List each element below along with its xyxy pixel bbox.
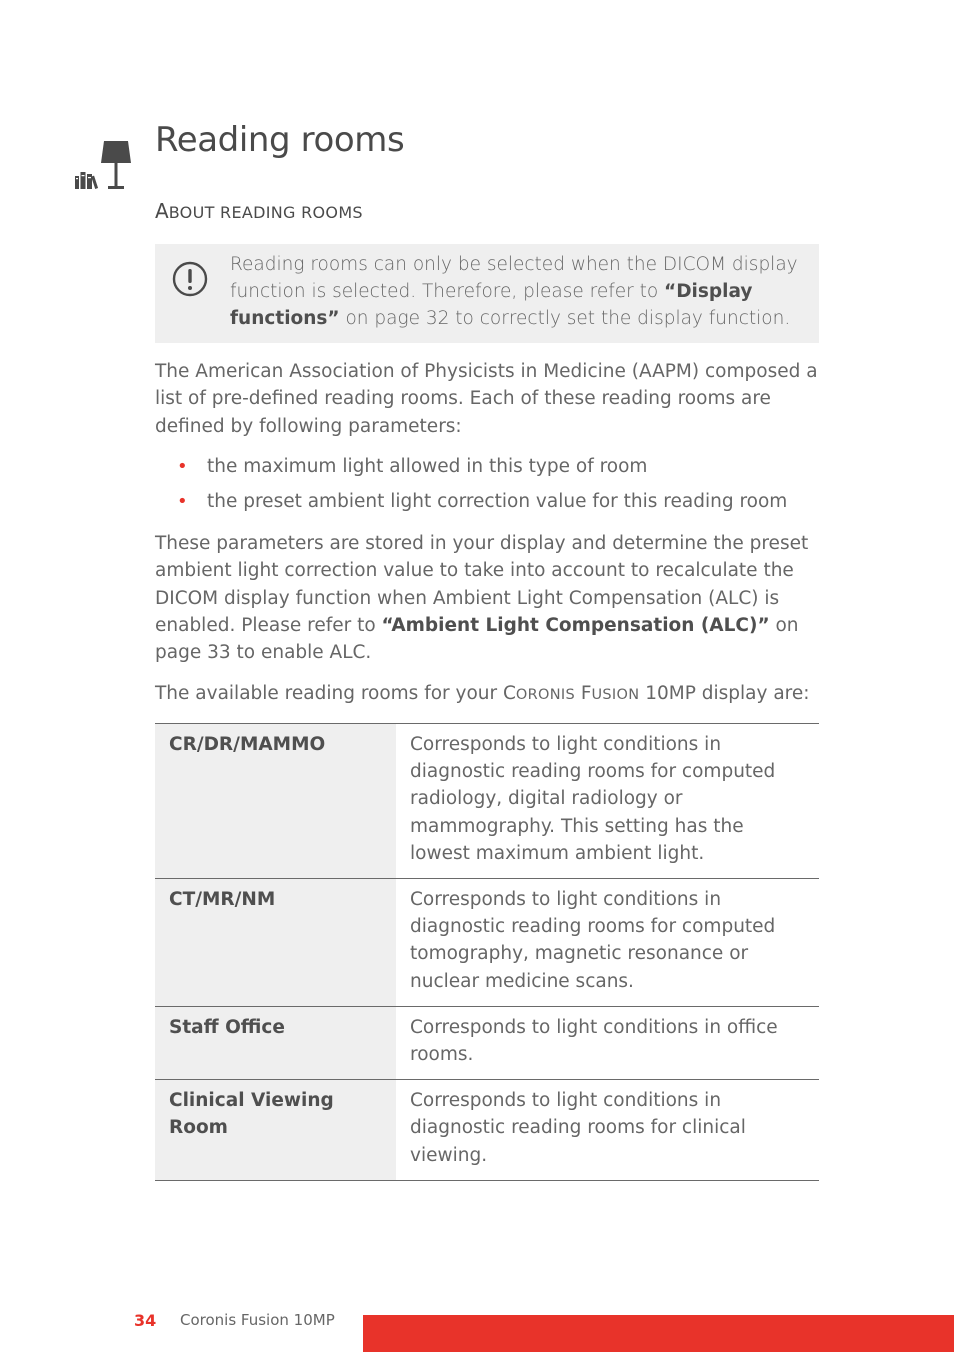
params-text-before: These parameters are stored in your display and determine the preset ambient light correction value to take into account to recalculate the DICOM display function when Ambient Light Compensation (ALC) is enabled. Please refer to: [155, 533, 809, 636]
alc-link[interactable]: “Ambient Light Compensation (ALC)”: [381, 614, 770, 636]
product-initial-1: C: [503, 683, 516, 704]
reading-rooms-table: [155, 723, 819, 1181]
section-subheading: [155, 196, 363, 224]
product-initial-2: F: [580, 683, 592, 704]
available-text-before: The available reading rooms for your: [155, 683, 503, 704]
bullet-icon: •: [177, 456, 188, 477]
table-row: [155, 724, 819, 879]
footer-product-name: Coronis Fusion 10MP: [180, 1311, 335, 1329]
available-rooms-paragraph: [155, 680, 819, 709]
list-item-text: the preset ambient light correction value for this reading room: [207, 491, 788, 512]
subheading-rest: BOUT READING ROOMS: [168, 203, 363, 222]
table-row: [155, 1080, 819, 1181]
parameter-list: [155, 453, 819, 523]
product-rest-2: USION: [591, 687, 640, 703]
params-text-after: on page 33 to enable ALC.: [155, 614, 799, 664]
note-text: [230, 251, 810, 332]
note-text-after: on page 32 to correctly set the display function.: [339, 308, 791, 329]
available-text-after: 10MP display are:: [639, 683, 810, 704]
page-number: 34: [134, 1311, 157, 1330]
note-text-before: Reading rooms can only be selected when the DICOM display function is selected. Therefore, please refer to: [230, 254, 798, 302]
exclamation-circle-icon: [172, 261, 208, 297]
list-item: [155, 453, 819, 488]
table-row: [155, 1006, 819, 1079]
room-description-cell: Corresponds to light conditions in diagnostic reading rooms for clinical viewing.: [396, 1080, 819, 1181]
reading-lamp-books-icon: [74, 138, 134, 194]
room-name-cell: CT/MR/NM: [155, 879, 396, 1007]
subheading-initial: A: [155, 199, 169, 223]
note-box: [155, 244, 819, 343]
page-title: Reading rooms: [155, 120, 405, 160]
parameters-paragraph: [155, 530, 819, 666]
intro-paragraph: The American Association of Physicists in Medicine (AAPM) composed a list of pre-defined reading rooms. Each of these reading rooms are defined by following parameters:: [155, 361, 818, 437]
display-functions-link[interactable]: “Display functions”: [230, 281, 753, 329]
room-description-cell: Corresponds to light conditions in diagnostic reading rooms for computed tomography, magnetic resonance or nuclear medicine scans.: [396, 879, 819, 1007]
room-name-cell: Clinical Viewing Room: [155, 1080, 396, 1181]
footer-accent-bar: [363, 1315, 954, 1352]
product-name: [503, 683, 639, 704]
room-description-cell: Corresponds to light conditions in diagnostic reading rooms for computed radiology, digital radiology or mammography. This setting has the lowest maximum ambient light.: [396, 724, 819, 879]
room-name-cell: Staff Office: [155, 1006, 396, 1079]
product-rest-1: ORONIS: [515, 687, 575, 703]
list-item: [155, 488, 819, 523]
room-description-cell: Corresponds to light conditions in office rooms.: [396, 1006, 819, 1079]
table-row: [155, 879, 819, 1007]
list-item-text: the maximum light allowed in this type of room: [207, 456, 648, 477]
bullet-icon: •: [177, 491, 188, 512]
room-name-cell: CR/DR/MAMMO: [155, 724, 396, 879]
